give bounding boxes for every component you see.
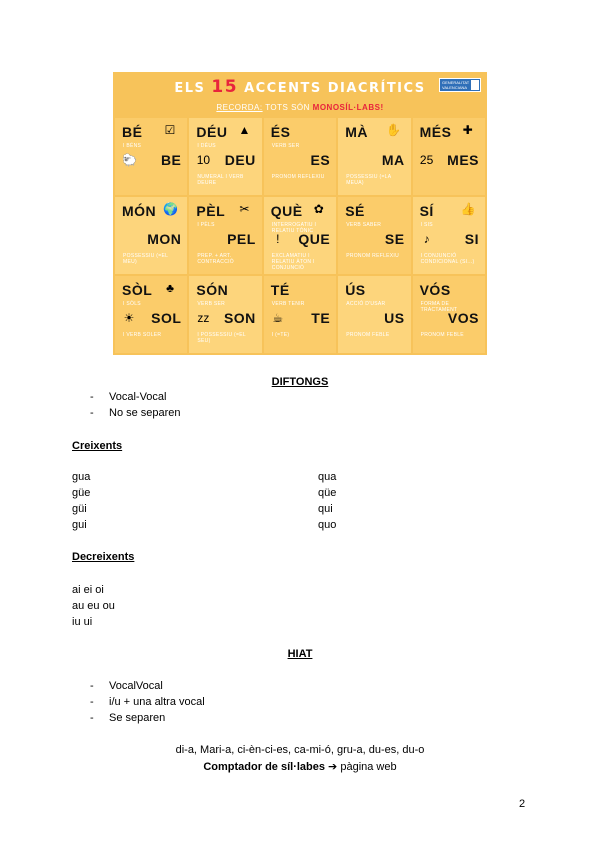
poster-title-pre: ELS (174, 81, 206, 96)
unaccented-word: BE (160, 152, 182, 168)
unaccented-word-note: PRONOM REFLEXIU (346, 253, 400, 259)
pictogram-icon (312, 281, 326, 295)
bullet-dash: - (90, 407, 94, 419)
pictogram-icon (312, 123, 326, 137)
pictogram-icon (237, 281, 251, 295)
creixents-item: gua (72, 471, 91, 483)
accented-word: DÉU (196, 124, 228, 140)
accented-word-note: VERB SER (271, 143, 300, 149)
creixents-item: qua (318, 471, 337, 483)
pictogram-icon: 25 (419, 153, 434, 167)
pictogram-icon: 🐑 (122, 153, 137, 167)
creixents-item: quo (318, 519, 337, 531)
pictogram-icon: ✚ (462, 123, 473, 137)
pictogram-icon: 👍 (460, 202, 476, 216)
pictogram-icon: ✋ (386, 123, 402, 137)
pictogram-icon (345, 232, 359, 246)
syllable-counter-link[interactable]: pàgina web (340, 761, 397, 773)
creixents-item: qui (318, 503, 333, 515)
pictogram-icon: ☕ (272, 311, 284, 325)
subtitle-mid: TOTS SÓN (265, 103, 310, 112)
decreixents-line: iu ui (72, 616, 93, 628)
bullet-dash: - (90, 696, 94, 708)
bullet-text: Vocal-Vocal (109, 391, 167, 403)
unaccented-word: US (384, 310, 405, 326)
bullet-text: VocalVocal (109, 680, 163, 692)
accented-word-note: VERB SER (197, 301, 226, 307)
bullet-text: i/u + una altra vocal (109, 696, 205, 708)
subtitle-highlight: MONOSÍL·LABS! (312, 103, 384, 112)
unaccented-word-note: I POSSESSIU (=EL SEU) (197, 332, 246, 344)
creixents-item: güe (72, 487, 91, 499)
diftongs-heading: DIFTONGS (271, 376, 329, 388)
accent-cell (115, 276, 187, 353)
unaccented-word: MES (447, 152, 479, 168)
unaccented-word-note: EXCLAMATIU I RELATIU ÀTON I CONJUNCIÓ (271, 253, 315, 271)
decreixents-line: ai ei oi (72, 584, 104, 596)
poster-title-post: ACCENTS DIACRÍTICS (244, 81, 426, 96)
poster-title-number: 15 (211, 77, 239, 97)
unaccented-word: ES (310, 152, 331, 168)
pictogram-icon (122, 232, 136, 246)
accented-word-note: I SIS (420, 222, 433, 228)
bullet-text: Se separen (109, 712, 166, 724)
accented-word: QUÈ (270, 203, 303, 219)
accent-cell (189, 276, 261, 353)
unaccented-word: PEL (227, 231, 256, 247)
accented-word: ÉS (270, 124, 291, 140)
pictogram-icon: ✂ (239, 202, 250, 216)
pictogram-icon: ✿ (313, 202, 324, 216)
accents-grid (113, 118, 487, 355)
accented-word-note: VERB SABER (346, 222, 382, 228)
accented-word-note: I BÉNS (123, 143, 142, 149)
accent-cell (338, 197, 410, 274)
accent-cell (264, 276, 336, 353)
bullet-dash: - (90, 391, 94, 403)
pictogram-icon (420, 311, 434, 325)
accented-word: SÍ (419, 203, 434, 219)
accent-cell (413, 118, 485, 195)
accented-word-note: VERB TENIR (271, 301, 305, 307)
pictogram-icon: ☑ (164, 123, 176, 137)
unaccented-word: SI (464, 231, 479, 247)
pictogram-icon: ♣ (166, 281, 174, 295)
unaccented-word-note: I CONJUNCIÓ CONDICIONAL (SI...) (420, 253, 475, 265)
hiat-heading: HIAT (287, 648, 313, 660)
accent-cell (264, 118, 336, 195)
pictogram-icon: zz (197, 311, 210, 325)
syllable-counter-line (0, 760, 600, 773)
accented-word: BÉ (122, 124, 143, 140)
syllable-counter-label: Comptador de síl·labes ➔ (203, 761, 338, 773)
pictogram-icon: ▲ (238, 123, 251, 137)
hiat-examples: di-a, Mari-a, ci-èn-ci-es, ca-mi-ó, gru-a, du-es, du-o (175, 744, 425, 756)
creixents-item: qüe (318, 487, 337, 499)
accented-word: MÉS (419, 124, 452, 140)
generalitat-logo (439, 78, 481, 92)
unaccented-word-note: I (=TE) (271, 332, 290, 338)
pictogram-icon (386, 281, 400, 295)
accented-word: PÈL (196, 203, 226, 219)
accent-cell (189, 197, 261, 274)
unaccented-word-note: PRONOM FEBLE (420, 332, 464, 338)
logo-text: GENERALITAT VALENCIANA (442, 80, 470, 90)
unaccented-word-note: I VERB SOLER (123, 332, 162, 338)
unaccented-word: SOL (151, 310, 182, 326)
bullet-dash: - (90, 712, 94, 724)
unaccented-word: QUE (298, 231, 331, 247)
accent-cell (115, 197, 187, 274)
subtitle-label: RECORDA: (216, 103, 263, 112)
pictogram-icon (386, 202, 400, 216)
accented-word-note: I SÒLS (123, 301, 141, 307)
accented-word: SÒL (122, 282, 153, 298)
accent-cell (189, 118, 261, 195)
poster-title (113, 77, 487, 97)
unaccented-word-note: PREP. + ART. CONTRACCIÓ (197, 253, 235, 265)
unaccented-word: DEU (224, 152, 256, 168)
pictogram-icon: ! (276, 232, 280, 246)
accent-cell (264, 197, 336, 274)
accent-cell (338, 276, 410, 353)
accented-word: VÓS (419, 282, 451, 298)
pictogram-icon (345, 311, 359, 325)
unaccented-word-note: PRONOM REFLEXIU (271, 174, 325, 180)
accent-cell (413, 197, 485, 274)
bullet-dash: - (90, 680, 94, 692)
pictogram-icon: 🌍 (163, 202, 178, 216)
accented-word: MÓN (122, 203, 157, 219)
creixents-heading: Creixents (72, 440, 123, 452)
unaccented-word-note: PRONOM FEBLE (346, 332, 390, 338)
accented-word: SÓN (196, 282, 229, 298)
accented-word-note: I PÈLS (197, 222, 215, 228)
accented-word: TÉ (270, 282, 290, 298)
decreixents-line: au eu ou (72, 600, 115, 612)
accented-word: SÉ (345, 203, 365, 219)
unaccented-word-note: POSSESSIU (=LA MEUA) (346, 174, 392, 186)
poster-subtitle (113, 103, 487, 112)
accented-word: MÀ (345, 124, 368, 140)
pictogram-icon: ☀ (123, 311, 135, 325)
pictogram-icon (345, 153, 359, 167)
creixents-item: güi (72, 503, 87, 515)
accented-word-note: I DÉUS (197, 143, 216, 149)
unaccented-word: SON (223, 310, 256, 326)
accented-word-note: ACCIÓ D'USAR (346, 301, 386, 307)
unaccented-word-note: NUMERAL I VERB DEURE (197, 174, 244, 186)
bullet-text: No se separen (109, 407, 181, 419)
unaccented-word: TE (311, 310, 331, 326)
pictogram-icon (461, 281, 475, 295)
accent-cell (338, 118, 410, 195)
pictogram-icon: 10 (196, 153, 211, 167)
pictogram-icon (271, 153, 285, 167)
accent-cell (413, 276, 485, 353)
unaccented-word: VOS (447, 310, 479, 326)
creixents-item: gui (72, 519, 87, 531)
accented-word-note: FORMA DE TRACTAMENT (420, 301, 458, 313)
accented-word-note: INTERROGATIU I RELATIU TÒNIC (271, 222, 317, 234)
accent-cell (115, 118, 187, 195)
unaccented-word: SE (384, 231, 405, 247)
unaccented-word: MA (381, 152, 405, 168)
accents-poster (113, 72, 487, 355)
decreixents-heading: Decreixents (72, 551, 135, 563)
page-number: 2 (519, 798, 526, 810)
unaccented-word-note: POSSESSIU (=EL MEU) (123, 253, 169, 265)
pictogram-icon (196, 232, 210, 246)
pictogram-icon: ♪ (423, 232, 430, 246)
accented-word: ÚS (345, 282, 366, 298)
unaccented-word: MON (147, 231, 182, 247)
